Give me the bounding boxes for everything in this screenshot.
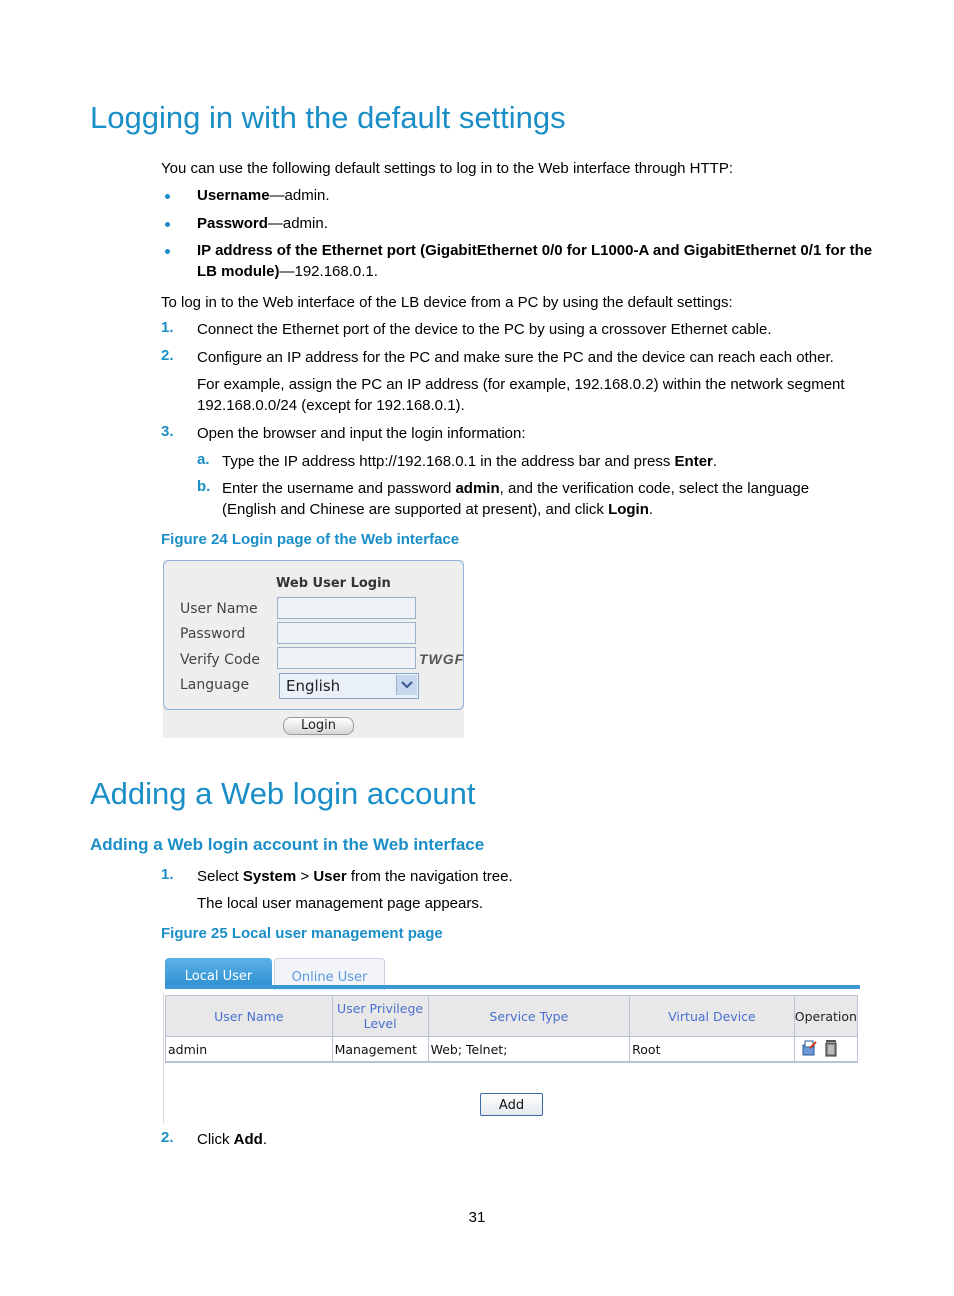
bullet-ip-address: IP address of the Ethernet port (GigabitEthernet 0/0 for L1000-A and GigabitEthernet 0/1 for the LB module)—192.168.0.1.	[197, 242, 873, 280]
user-table	[165, 995, 858, 1063]
step-2-note: For example, assign the PC an IP address (for example, 192.168.0.2) within the network segment 192.168.0.0/24 (except for 192.168.0.1).	[197, 376, 845, 414]
step-number: 1.	[161, 866, 174, 883]
cell-user-name: admin	[166, 1037, 333, 1063]
cell-service-type: Web; Telnet;	[428, 1037, 630, 1063]
edit-icon[interactable]	[800, 1039, 818, 1060]
language-label: Language	[180, 677, 250, 693]
subsection-title: Adding a Web login account in the Web interface	[90, 835, 485, 854]
tab-underline	[165, 985, 860, 989]
step-number: 2.	[161, 347, 174, 364]
cell-privilege: Management	[332, 1037, 428, 1063]
substep-a-text: Type the IP address http://192.168.0.1 in the address bar and press Enter.	[222, 453, 718, 470]
step-click-add: Click Add.	[197, 1131, 268, 1148]
chevron-down-icon[interactable]	[396, 675, 417, 695]
step-1-text: Connect the Ethernet port of the device to the PC by using a crossover Ethernet cable.	[197, 321, 772, 338]
login-panel	[163, 560, 464, 710]
section-title-default-login: Logging in with the default settings	[90, 100, 566, 135]
cell-operation	[794, 1037, 857, 1063]
bullet-dot	[165, 222, 170, 227]
cell-virtual-device: Root	[630, 1037, 795, 1063]
step-2-text: Configure an IP address for the PC and make sure the PC and the device can reach each other.	[197, 349, 834, 366]
substep-letter: b.	[197, 478, 211, 495]
captcha-image: TWGF	[419, 651, 465, 667]
language-select-value: English	[286, 677, 341, 695]
login-button[interactable]: Login	[283, 717, 354, 735]
intro-text: You can use the following default settings to log in to the Web interface through HTTP:	[161, 160, 734, 177]
tab-online-user[interactable]: Online User	[274, 958, 385, 990]
table-header-row	[166, 996, 858, 1037]
column-header-virtual-device[interactable]: Virtual Device	[630, 996, 795, 1037]
steps-intro: To log in to the Web interface of the LB device from a PC by using the default settings:	[161, 294, 733, 311]
column-header-operation: Operation	[794, 996, 857, 1037]
trash-icon[interactable]	[824, 1039, 838, 1060]
figure-24-caption: Figure 24 Login page of the Web interface	[161, 531, 460, 548]
step-1-note: The local user management page appears.	[197, 895, 484, 912]
bullet-dot	[165, 249, 170, 254]
step-3-text: Open the browser and input the login information:	[197, 425, 526, 442]
step-select-system-user: Select System > User from the navigation tree.	[197, 868, 513, 885]
figure-25-caption: Figure 25 Local user management page	[161, 925, 443, 942]
login-page-figure	[163, 560, 464, 738]
column-header-user-name[interactable]: User Name	[166, 996, 333, 1037]
divider	[163, 993, 164, 1123]
bullet-username: Username—admin.	[197, 187, 330, 204]
bullet-dot	[165, 194, 170, 199]
username-input[interactable]	[277, 597, 416, 619]
step-number: 1.	[161, 319, 174, 336]
section-title-add-account: Adding a Web login account	[90, 776, 476, 811]
table-row	[166, 1037, 858, 1063]
column-header-service-type[interactable]: Service Type	[428, 996, 630, 1037]
step-number: 2.	[161, 1129, 174, 1146]
login-title: Web User Login	[276, 576, 391, 591]
substep-letter: a.	[197, 451, 210, 468]
step-number: 3.	[161, 423, 174, 440]
column-header-user-privilege-level[interactable]: User Privilege Level	[332, 996, 428, 1037]
password-input[interactable]	[277, 622, 416, 644]
verify-code-input[interactable]	[277, 647, 416, 669]
local-user-management-figure	[163, 955, 860, 1123]
page-number: 31	[468, 1209, 486, 1226]
verify-code-label: Verify Code	[180, 652, 261, 668]
bullet-password: Password—admin.	[197, 215, 328, 232]
password-label: Password	[180, 626, 246, 642]
language-select[interactable]	[279, 673, 419, 699]
add-button[interactable]: Add	[480, 1093, 543, 1116]
username-label: User Name	[180, 601, 258, 617]
substep-b-text: Enter the username and password admin, and the verification code, select the language (English and Chinese are supported at present), and click Login.	[222, 480, 810, 518]
tab-local-user[interactable]: Local User	[165, 958, 272, 989]
